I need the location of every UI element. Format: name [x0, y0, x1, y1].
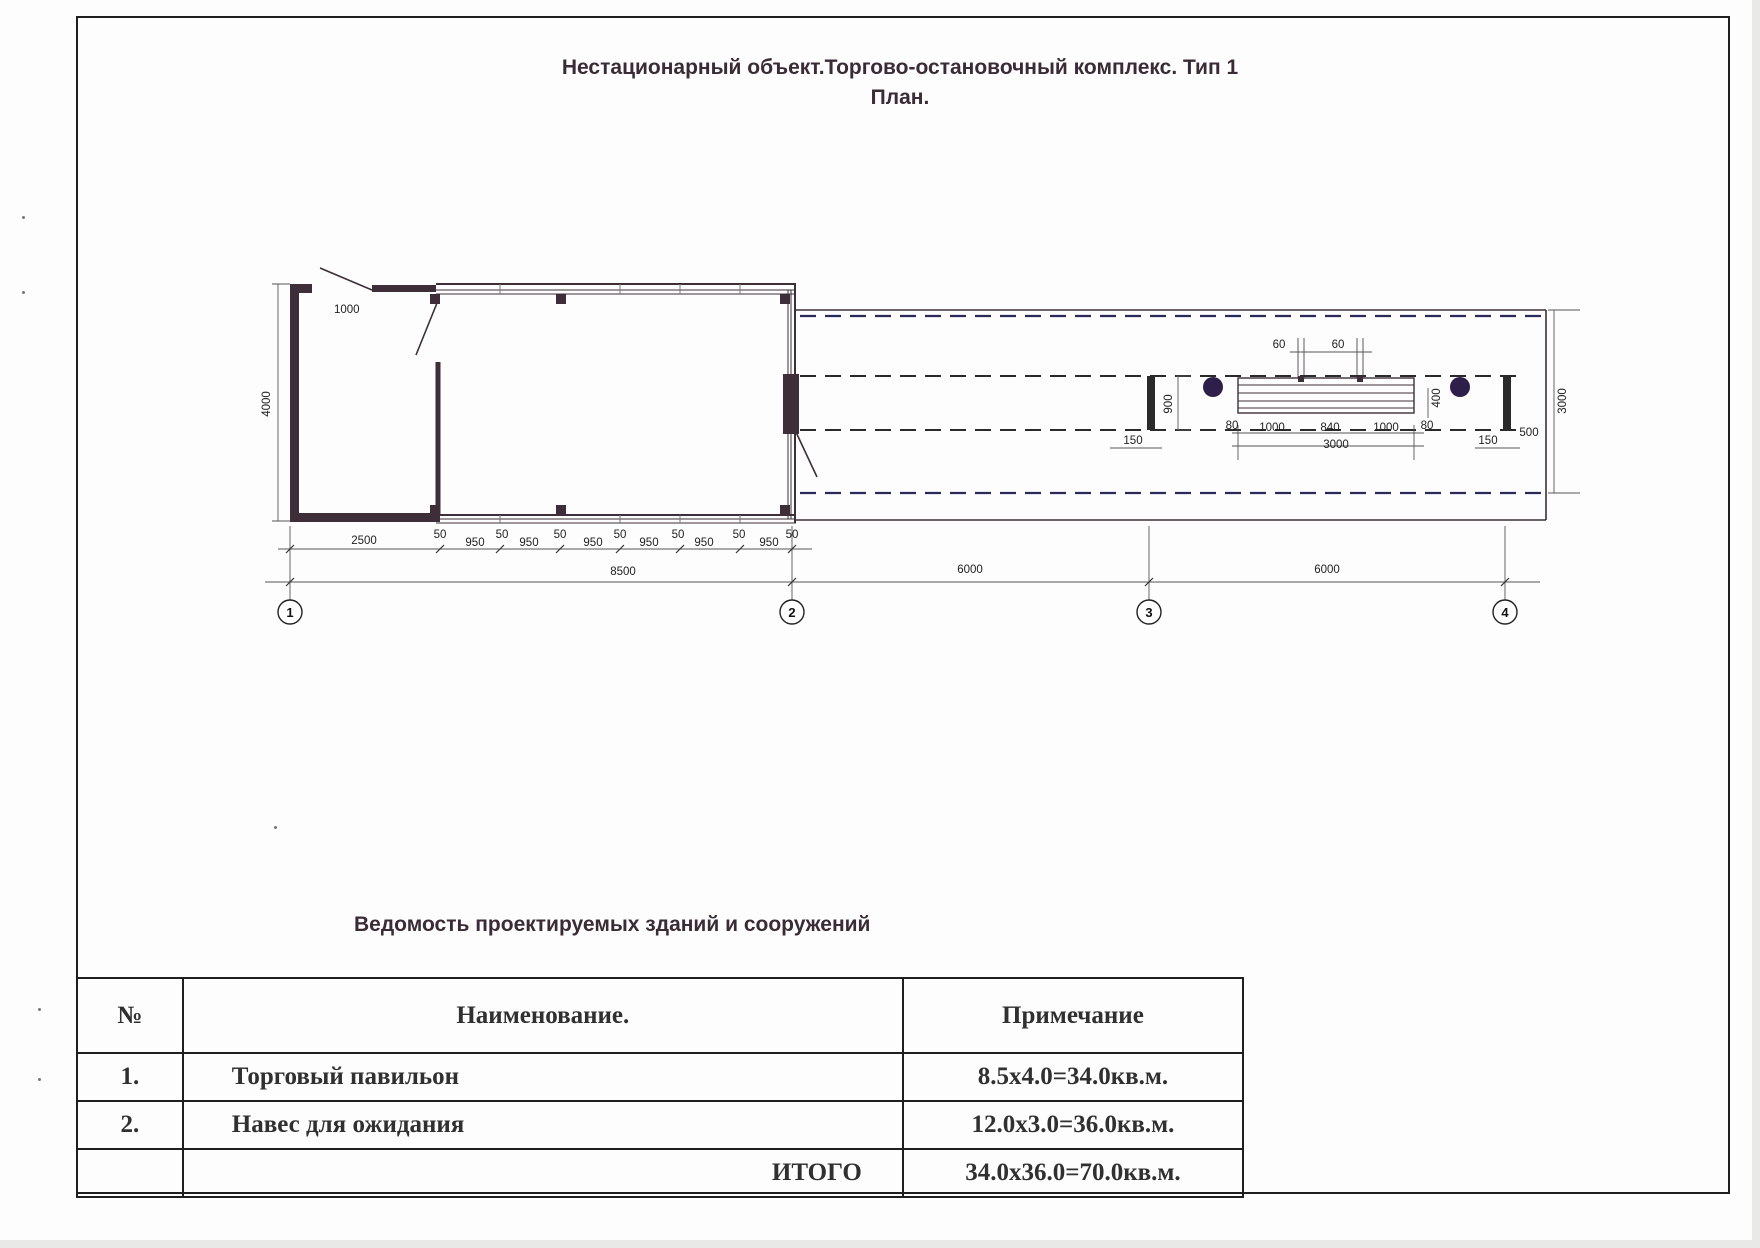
row-note: 8.5x4.0=34.0кв.м. — [903, 1053, 1243, 1101]
row-name: Навес для ожидания — [183, 1101, 903, 1149]
pavilion-walls — [290, 284, 799, 523]
dim-80-b: 80 — [1420, 420, 1434, 432]
dim-50: 50 — [495, 529, 509, 541]
axis-label-3: 3 — [1145, 605, 1153, 620]
dim-bench-3000: 3000 — [1323, 439, 1349, 451]
dim-840: 840 — [1320, 422, 1340, 434]
buildings-schedule-table — [76, 977, 1244, 1198]
dim-50: 50 — [433, 529, 447, 541]
dim-80-a: 80 — [1225, 420, 1239, 432]
dim-door-1000: 1000 — [334, 304, 360, 316]
header-num: № — [77, 978, 183, 1053]
row-note: 12.0x3.0=36.0кв.м. — [903, 1101, 1243, 1149]
dim-2500: 2500 — [351, 535, 377, 547]
axis-label-1: 1 — [286, 605, 294, 620]
pavilion-mullions — [500, 284, 740, 523]
dim-50: 50 — [785, 529, 799, 541]
door-swings — [320, 268, 817, 477]
dim-950: 950 — [583, 537, 603, 549]
bins — [1203, 377, 1470, 397]
dim-150-a: 150 — [1123, 435, 1143, 447]
row-name: Торговый павильон — [183, 1053, 903, 1101]
dim-50: 50 — [613, 529, 627, 541]
dim-950: 950 — [759, 537, 779, 549]
canopy-outline — [796, 310, 1546, 520]
dim-8500: 8500 — [610, 566, 636, 578]
dim-500: 500 — [1519, 427, 1539, 439]
row-num: 2. — [77, 1101, 183, 1149]
header-name: Наименование. — [183, 978, 903, 1053]
scan-speck — [274, 826, 277, 829]
dim-60-b: 60 — [1331, 339, 1345, 351]
canopy-dashed-beams — [800, 376, 1516, 430]
total-num-cell — [77, 1149, 183, 1197]
dim-50: 50 — [553, 529, 567, 541]
schedule-title: Ведомость проектируемых зданий и сооружений — [354, 913, 871, 936]
dim-950: 950 — [519, 537, 539, 549]
dim-height-4000: 4000 — [261, 391, 273, 417]
header-note: Примечание — [903, 978, 1243, 1053]
table-row — [77, 1101, 1243, 1149]
axis-label-2: 2 — [788, 605, 796, 620]
dim-950: 950 — [694, 537, 714, 549]
dim-400: 400 — [1431, 388, 1443, 408]
axis-markers — [278, 600, 1517, 624]
dim-60-a: 60 — [1272, 339, 1286, 351]
dim-950: 950 — [639, 537, 659, 549]
table-header-row — [77, 978, 1243, 1053]
total-label: ИТОГО — [183, 1149, 903, 1197]
dim-950: 950 — [465, 537, 485, 549]
dim-1000-b: 1000 — [1373, 422, 1399, 434]
dim-50: 50 — [732, 529, 746, 541]
total-note: 34.0x36.0=70.0кв.м. — [903, 1149, 1243, 1197]
dim-canopy-3000: 3000 — [1557, 388, 1569, 414]
table-total-row — [77, 1149, 1243, 1197]
table-row — [77, 1053, 1243, 1101]
drawing-subtitle: План. — [870, 86, 930, 109]
dim-150-b: 150 — [1478, 435, 1498, 447]
scan-speck — [38, 1078, 41, 1081]
row-num: 1. — [77, 1053, 183, 1101]
dim-1000-a: 1000 — [1259, 422, 1285, 434]
dimension-lines — [265, 284, 1580, 600]
drawing-title: Нестационарный объект.Торгово-остановочный комплекс. Тип 1 — [561, 56, 1239, 79]
dim-50: 50 — [671, 529, 685, 541]
dim-6000-a: 6000 — [957, 564, 983, 576]
dim-900: 900 — [1163, 394, 1175, 414]
dim-6000-b: 6000 — [1314, 564, 1340, 576]
scan-speck — [38, 1008, 41, 1011]
axis-label-4: 4 — [1501, 605, 1509, 620]
